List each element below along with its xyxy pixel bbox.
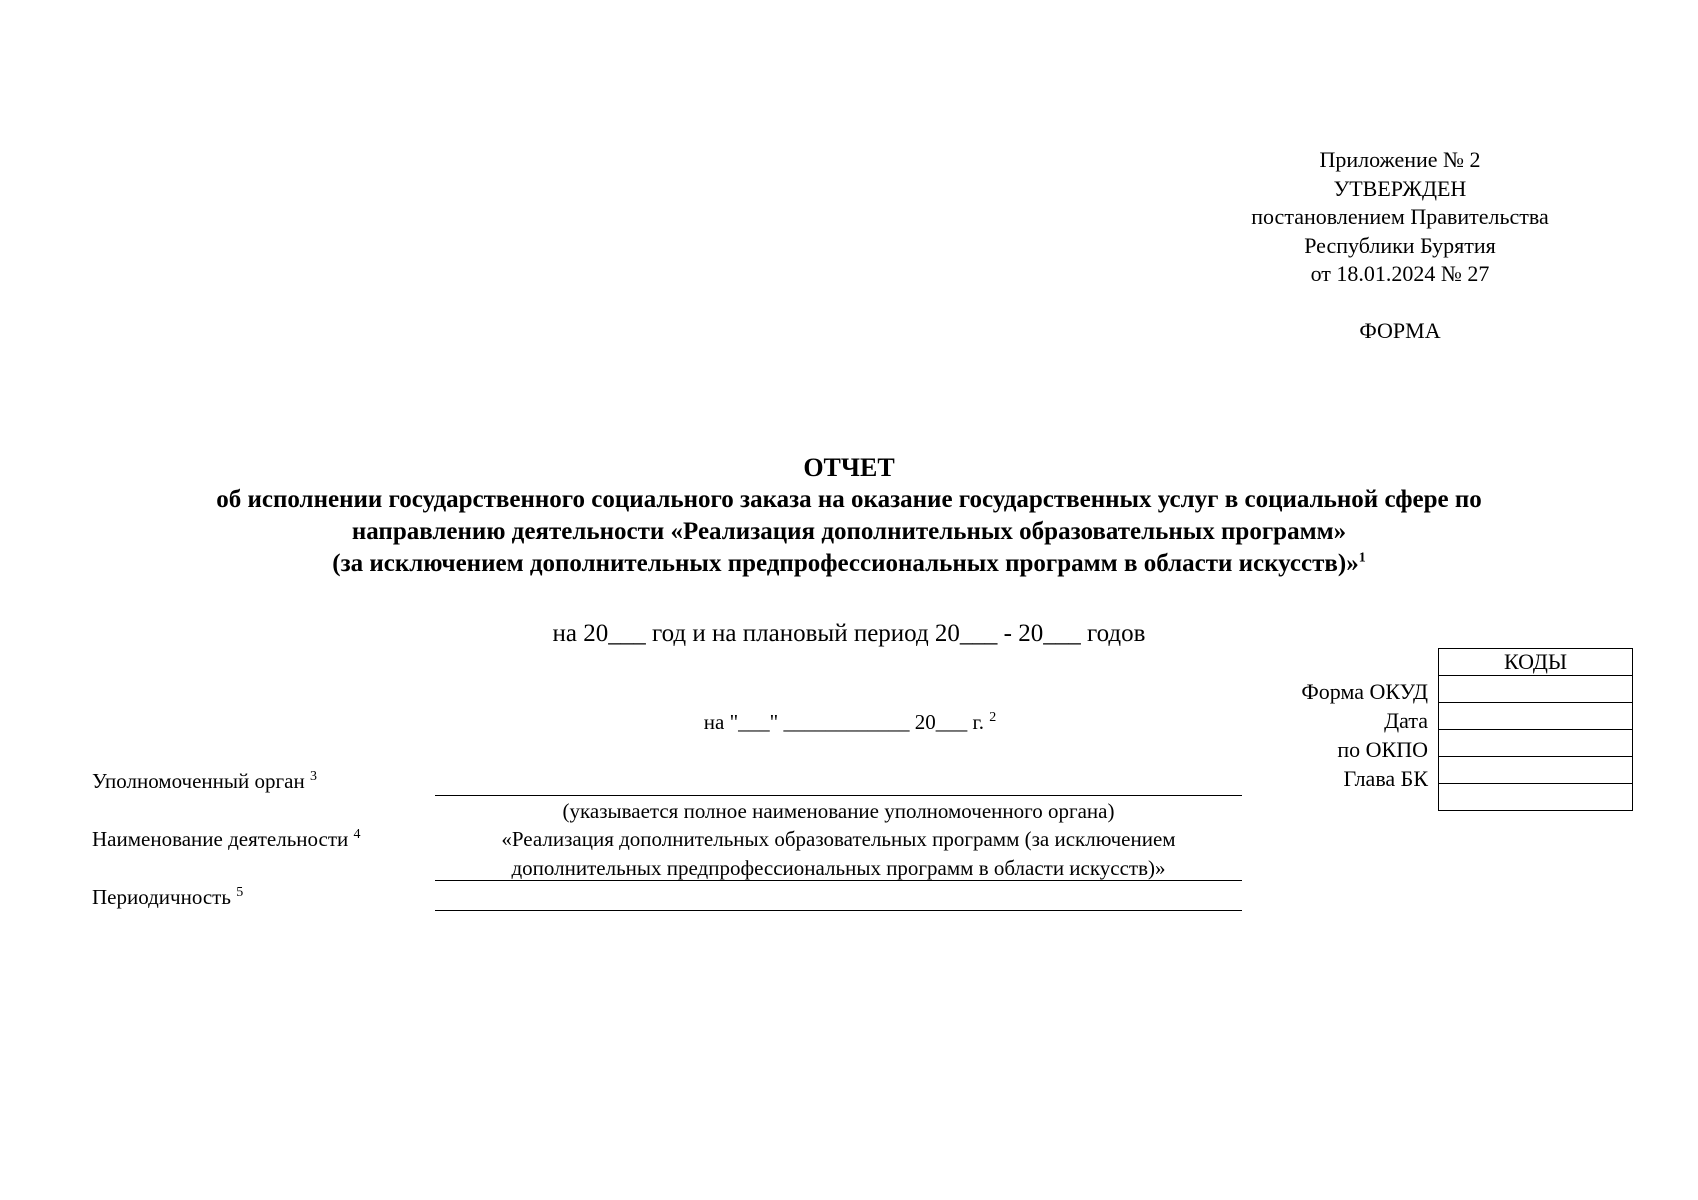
activity-label — [92, 825, 361, 853]
okpo-label: по ОКПО — [1337, 737, 1428, 762]
report-title-block — [0, 452, 1698, 580]
budget-chapter-code-cell[interactable] — [1439, 757, 1633, 784]
appendix-number: Приложение № 2 — [1319, 147, 1481, 172]
periodicity-label-text: Периодичность — [92, 885, 231, 909]
codes-header: КОДЫ — [1439, 649, 1633, 676]
approved-label: УТВЕРЖДЕН — [1333, 175, 1467, 201]
footnote-2: 2 — [989, 710, 997, 725]
okud-code-cell[interactable] — [1439, 676, 1633, 703]
footnote-4: 4 — [353, 827, 361, 842]
authority-label — [92, 767, 317, 795]
report-subtitle-line-1: об исполнении государственного социального заказа на оказание государственных услуг в социальной сфере по — [216, 486, 1482, 513]
activity-value-line-1: «Реализация дополнительных образовательных программ (за исключением — [501, 827, 1176, 851]
decree-line-2: Республики Бурятия — [1304, 232, 1496, 258]
codes-labels — [1230, 677, 1428, 793]
report-subtitle-line-2: направлению деятельности «Реализация дополнительных образовательных программ» — [351, 518, 1347, 545]
codes-table — [1438, 648, 1633, 811]
report-subtitle-line-3 — [0, 548, 1698, 580]
authority-label-text: Уполномоченный орган — [92, 769, 305, 793]
activity-label-text: Наименование деятельности — [92, 827, 349, 851]
extra-code-cell[interactable] — [1439, 784, 1633, 811]
date-label: Дата — [1384, 708, 1428, 733]
report-title: ОТЧЕТ — [803, 453, 895, 482]
budget-chapter-label: Глава БК — [1343, 766, 1428, 791]
report-subtitle-line-3-text: (за исключением дополнительных предпрофессиональных программ в области искусств)» — [332, 550, 1359, 577]
approval-block — [1200, 146, 1600, 345]
activity-value-line-2: дополнительных предпрофессиональных программ в области искусств)» — [511, 855, 1166, 880]
report-date-text: на "___" ____________ 20___ г. — [703, 710, 984, 734]
activity-field-underline — [435, 856, 1242, 881]
footnote-5: 5 — [236, 885, 244, 900]
okpo-code-cell[interactable] — [1439, 730, 1633, 757]
form-label: ФОРМА — [1359, 317, 1441, 343]
periodicity-label — [92, 883, 243, 911]
decree-line-1: постановлением Правительства — [1251, 204, 1549, 229]
footnote-1: 1 — [1358, 550, 1366, 566]
authority-note: (указывается полное наименование уполномоченного органа) — [562, 799, 1115, 823]
periodicity-field[interactable] — [435, 886, 1242, 911]
planning-period-line: на 20___ год и на плановый период 20___ - 20___ годов — [552, 620, 1146, 647]
okud-label: Форма ОКУД — [1301, 679, 1428, 704]
authority-field[interactable] — [435, 771, 1242, 796]
footnote-3: 3 — [309, 769, 317, 784]
decree-date: от 18.01.2024 № 27 — [1310, 261, 1490, 286]
date-code-cell[interactable] — [1439, 703, 1633, 730]
report-date-line — [600, 708, 1100, 736]
